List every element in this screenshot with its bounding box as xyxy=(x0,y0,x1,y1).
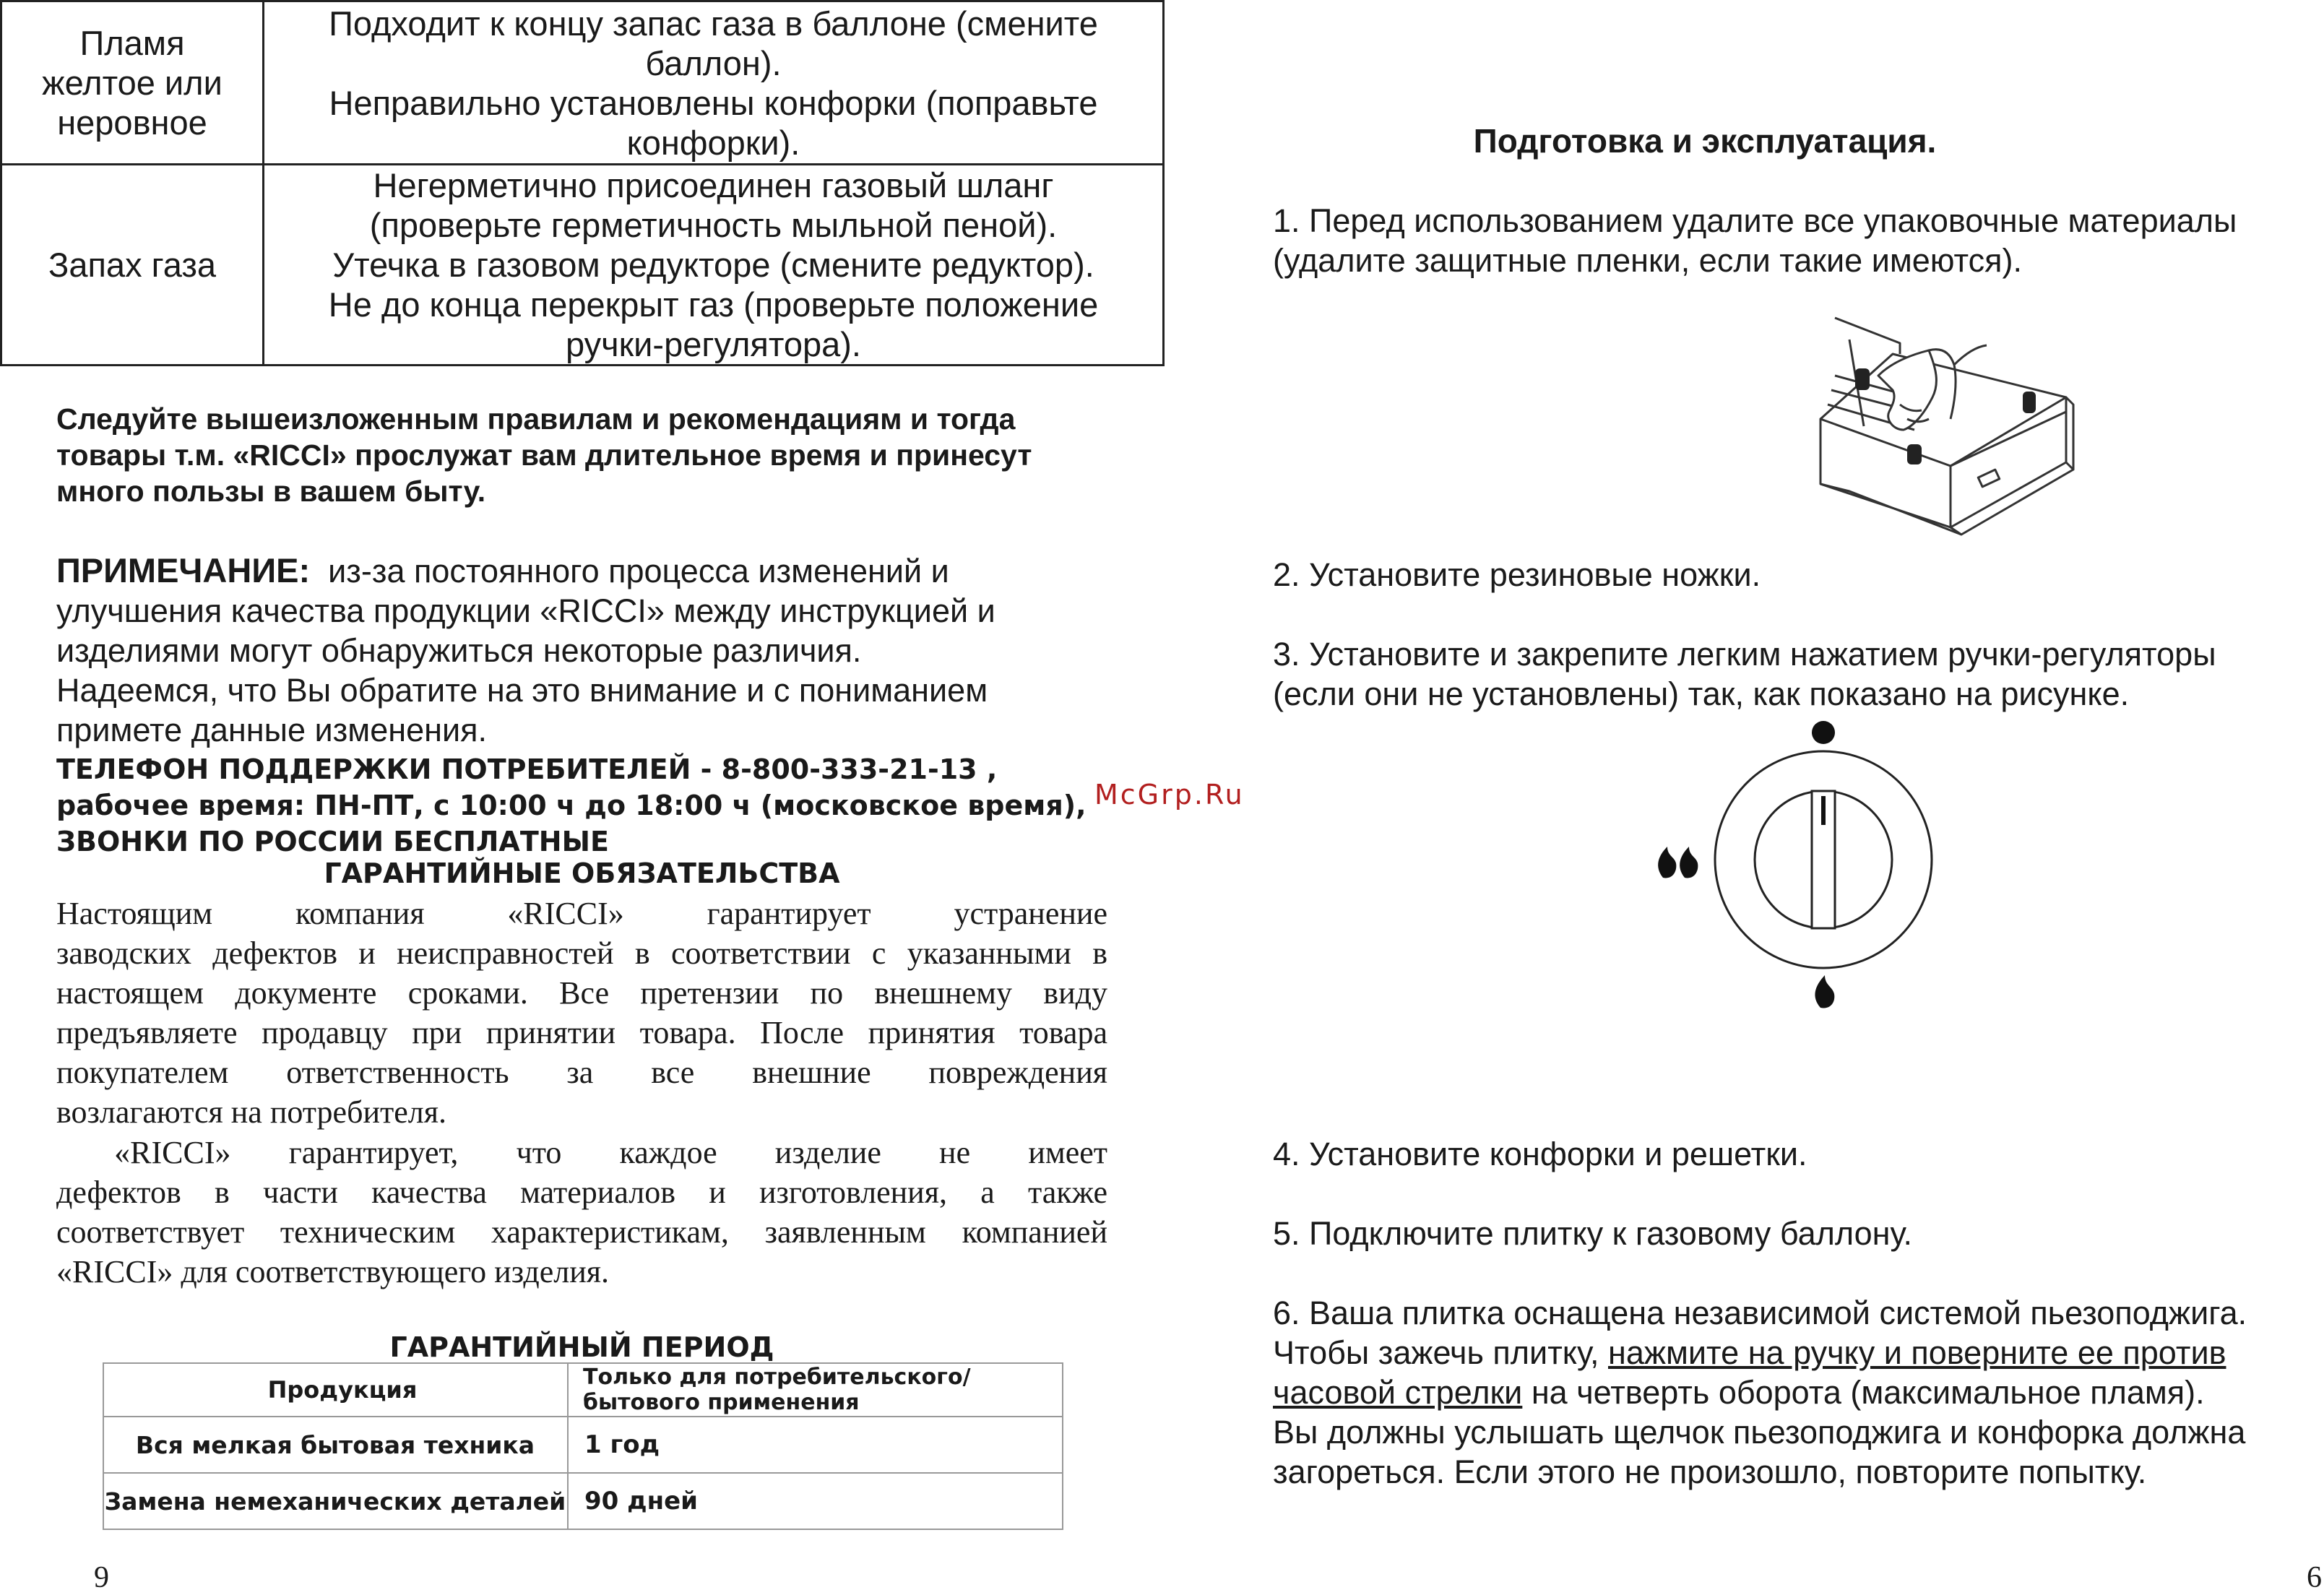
step-5: 5. Подключите плитку к газовому баллону. xyxy=(1273,1215,1912,1252)
step-4: 4. Установите конфорки и решетки. xyxy=(1273,1136,1807,1172)
period-cell: 90 дней xyxy=(568,1473,1063,1529)
table-row xyxy=(1,1,1164,165)
product-cell: Вся мелкая бытовая техника xyxy=(103,1417,568,1473)
table-row xyxy=(103,1417,1063,1473)
troubleshooting-table xyxy=(0,0,1165,366)
support-phone-block: ТЕЛЕФОН ПОДДЕРЖКИ ПОТРЕБИТЕЛЕЙ - 8-800-333-21-13 , рабочее время: ПН-ПТ, с 10:00 ч до 18:00 ч (московское время), ЗВОНКИ ПО РОССИИ БЕСПЛАТНЫЕ xyxy=(56,753,1087,857)
column-header-product: Продукция xyxy=(103,1363,568,1417)
step-6: 6. Ваша плитка оснащена независимой системой пьезоподжига. Чтобы зажечь плитку, нажмите на ручку и поверните ее против часовой стрелки на четверть оборота (максимальное пламя). Вы должны услышать щелчок пьезоподжига и конфорка должна загореться. Если этого не произошло, повторите попытку. xyxy=(1273,1294,2247,1490)
min-flame-icon xyxy=(1815,975,1834,1008)
rubber-foot xyxy=(1855,368,1870,390)
guarantee-title: ГАРАНТИЙНЫЕ ОБЯЗАТЕЛЬСТВА xyxy=(324,857,840,889)
remark-label: ПРИМЕЧАНИЕ: xyxy=(56,551,311,589)
recommendation-note: Следуйте вышеизложенным правилам и рекомендациям и тогда товары т.м. «RICCI» прослужат вам длительное время и принесут много пользы в вашем быту. xyxy=(56,402,1032,508)
rubber-feet-illustration xyxy=(1806,311,2095,585)
knob-indicator xyxy=(1821,796,1826,825)
watermark: McGrp.Ru xyxy=(1094,779,1245,811)
rubber-foot xyxy=(2023,392,2036,413)
table-header-row xyxy=(103,1363,1063,1417)
off-position-dot-icon xyxy=(1812,721,1835,744)
remedy-cell: Подходит к концу запас газа в баллоне (смените баллон). Неправильно установлены конфорки (поправьте конфорки). xyxy=(264,1,1164,165)
page-number-right: 6 xyxy=(2307,1561,2322,1594)
symptom-cell: Запах газа xyxy=(1,165,264,366)
warranty-period-table xyxy=(103,1362,1063,1530)
column-header-usage: Только для потребительского/бытового применения xyxy=(568,1363,1063,1417)
product-cell: Замена немеханических деталей xyxy=(103,1473,568,1529)
table-row xyxy=(1,165,1164,366)
page-number-left: 9 xyxy=(94,1561,109,1594)
remedy-cell: Негерметично присоединен газовый шланг (проверьте герметичность мыльной пеной). Утечка в газовом редукторе (смените редуктор). Не до конца перекрыт газ (проверьте положение ручки-регулятора). xyxy=(264,165,1164,366)
warranty-period-title: ГАРАНТИЙНЫЙ ПЕРИОД xyxy=(389,1331,774,1363)
step-3: 3. Установите и закрепите легким нажатием ручки-регуляторы (если они не установлены) так, как показано на рисунке. xyxy=(1273,636,2216,712)
step-1: 1. Перед использованием удалите все упаковочные материалы (удалите защитные пленки, если такие имеются). xyxy=(1273,202,2237,279)
remark-paragraph: ПРИМЕЧАНИЕ: из-за постоянного процесса изменений и улучшения качества продукции «RICCI» между инструкцией и изделиями могут обнаружиться некоторые различия. Надеемся, что Вы обратите на это внимание и с пониманием примете данные изменения. xyxy=(56,551,995,748)
table-row xyxy=(103,1473,1063,1529)
guarantee-paragraph-1: Настоящим компания «RICCI» гарантирует устранение заводских дефектов и неисправностей в соответствии с указанными в настоящем документе сроками. Все претензии по внешнему виду предъявляете продавцу при принятии товара. После принятия товара покупателем ответственность за все внешние повреждения возлагаются на потребителя. xyxy=(56,896,1107,1130)
guarantee-paragraph-2: «RICCI» гарантирует, что каждое изделие не имеет дефектов в части качества материалов и изготовления, а также соответствует техническим характеристикам, заявленным компанией «RICCI» для соответствующего изделия. xyxy=(56,1135,1107,1289)
period-cell: 1 год xyxy=(568,1417,1063,1473)
max-flame-icon xyxy=(1658,847,1698,878)
step-2: 2. Установите резиновые ножки. xyxy=(1273,556,1761,593)
control-knob-illustration xyxy=(1647,715,1951,1019)
rubber-foot xyxy=(1907,444,1922,464)
section-title: Подготовка и эксплуатация. xyxy=(1473,122,1937,160)
symptom-cell: Пламя желтое или неровное xyxy=(1,1,264,165)
